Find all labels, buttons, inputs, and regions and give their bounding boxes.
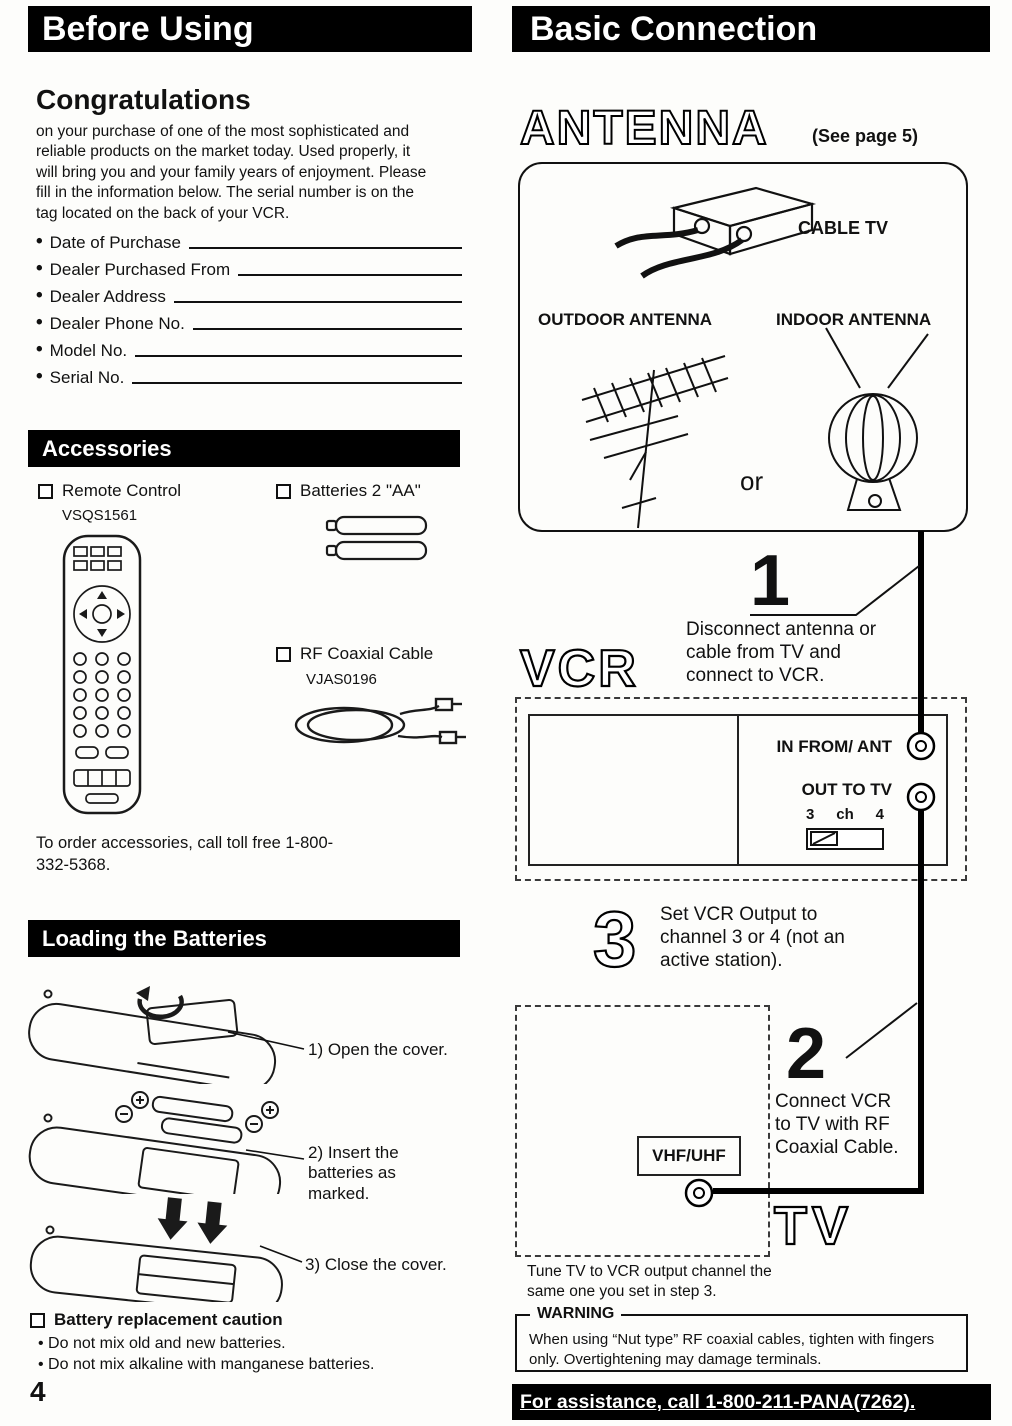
fill-row-dealer-purchased-from xyxy=(36,253,462,280)
assistance-bar: For assistance, call 1-800-211-PANA(7262). xyxy=(512,1384,991,1420)
section-header-before-using: Before Using xyxy=(28,6,472,52)
open-cover-illustration xyxy=(28,966,313,1084)
purchase-info-list xyxy=(36,226,462,388)
in-from-ant-label: IN FROM/ ANT xyxy=(776,737,892,756)
warning-text: When using “Nut type” RF coaxial cables, tighten with fingers only. Overtightening may damage terminals. xyxy=(529,1331,935,1368)
fill-label: • Dealer Purchased From xyxy=(49,260,231,279)
checkbox-icon xyxy=(30,1313,45,1328)
accessory-remote-control xyxy=(38,481,181,501)
step-2-text: Connect VCR to TV with RF Coaxial Cable. xyxy=(775,1091,899,1159)
checkbox-icon xyxy=(276,647,291,662)
accessory-batteries xyxy=(276,481,421,501)
step-3-text: Set VCR Output to channel 3 or 4 (not an active station). xyxy=(660,904,845,972)
accessory-rf-coaxial-cable xyxy=(276,644,433,664)
rf-cable-illustration xyxy=(282,694,467,756)
step-2-number: 2 xyxy=(786,1014,827,1094)
fill-in-line xyxy=(189,247,462,249)
accessories-header: Accessories xyxy=(28,430,460,467)
channel-ch-label: ch xyxy=(836,806,854,823)
fill-row-dealer-phone xyxy=(36,307,462,334)
fill-label: • Model No. xyxy=(49,341,128,360)
indoor-antenna-illustration xyxy=(798,326,950,532)
step-3-number-outline xyxy=(585,892,657,980)
section-header-basic-connection: Basic Connection xyxy=(512,6,990,52)
fill-row-dealer-address xyxy=(36,280,462,307)
caution-item-1: • Do not mix old and new batteries. xyxy=(38,1335,286,1353)
battery-caution-title-row xyxy=(30,1310,283,1330)
insert-batteries-illustration xyxy=(28,1082,323,1194)
vhf-uhf-label-box xyxy=(637,1136,741,1176)
congratulations-title: Congratulations xyxy=(36,84,251,115)
channel-3-label: 3 xyxy=(806,806,815,823)
checkbox-icon xyxy=(38,484,53,499)
loading-step-1: 1) Open the cover. xyxy=(308,1040,448,1059)
page-number: 4 xyxy=(30,1376,46,1407)
vcr-panel-divider xyxy=(737,714,739,866)
tv-outline-title xyxy=(772,1194,912,1256)
antenna-outline-title xyxy=(518,98,823,156)
caution-item-2: • Do not mix alkaline with manganese batteries. xyxy=(38,1356,374,1374)
tune-tv-note: Tune TV to VCR output channel the same one you set in step 3. xyxy=(527,1263,772,1301)
battery-caution-title: Battery replacement caution xyxy=(54,1310,283,1329)
step-1-number: 1 xyxy=(750,541,791,621)
or-label: or xyxy=(740,466,764,496)
tv-title-text: TV xyxy=(774,1196,854,1256)
vhf-uhf-label: VHF/UHF xyxy=(652,1146,726,1165)
fill-label: • Dealer Phone No. xyxy=(49,314,185,333)
tv-dashed-box xyxy=(515,1005,770,1257)
loading-batteries-header: Loading the Batteries xyxy=(28,920,460,957)
fill-label: • Date of Purchase xyxy=(49,233,182,252)
warning-title: WARNING xyxy=(530,1305,621,1323)
step-3-number: 3 xyxy=(593,895,637,980)
fill-row-serial-no xyxy=(36,361,462,388)
batteries-illustration xyxy=(322,512,437,568)
switch-knob-icon xyxy=(808,830,882,848)
remote-control-illustration xyxy=(56,532,148,817)
loading-step-3: 3) Close the cover. xyxy=(305,1255,447,1274)
step-1-text: Disconnect antenna or cable from TV and connect to VCR. xyxy=(686,619,877,687)
loading-step-2: 2) Insert the batteries as marked. xyxy=(308,1143,399,1203)
channel-4-label: 4 xyxy=(875,806,884,823)
fill-label: • Dealer Address xyxy=(49,287,166,306)
fill-in-line xyxy=(238,274,462,276)
channel-3-4-switch xyxy=(806,828,884,850)
see-page-note: (See page 5) xyxy=(812,126,919,146)
vcr-outline-title xyxy=(518,638,693,698)
channel-switch-labels xyxy=(806,806,884,823)
outdoor-antenna-label: OUTDOOR ANTENNA xyxy=(538,310,713,329)
fill-in-line xyxy=(193,328,462,330)
accessory-model-rf-cable: VJAS0196 xyxy=(306,671,377,688)
indoor-antenna-label: INDOOR ANTENNA xyxy=(776,310,932,329)
checkbox-icon xyxy=(276,484,291,499)
close-cover-illustration xyxy=(28,1190,323,1302)
congratulations-body: on your purchase of one of the most sophisticated and reliable products on the market today. Used properly, it will bring you and your family years of enjoyment. Please fill in the information below. The serial number is on the tag located on the back of your VCR. xyxy=(36,123,427,222)
order-accessories-note: To order accessories, call toll free 1-800-332-5368. xyxy=(36,834,334,875)
vcr-title-text: VCR xyxy=(520,640,639,698)
outdoor-antenna-illustration xyxy=(560,330,735,530)
accessory-label: RF Coaxial Cable xyxy=(300,644,434,663)
accessory-label: Remote Control xyxy=(62,481,182,500)
fill-label: • Serial No. xyxy=(49,368,125,387)
accessory-model-remote: VSQS1561 xyxy=(62,507,138,524)
out-to-tv-label: OUT TO TV xyxy=(801,780,892,799)
fill-in-line xyxy=(135,355,462,357)
fill-in-line xyxy=(132,382,462,384)
antenna-title-text: ANTENNA xyxy=(520,102,769,155)
accessory-label: Batteries 2 "AA" xyxy=(300,481,421,500)
cable-tv-label: CABLE TV xyxy=(798,218,888,238)
fill-in-line xyxy=(174,301,462,303)
fill-row-model-no xyxy=(36,334,462,361)
step2-pointer-line xyxy=(846,1003,917,1058)
fill-row-date-of-purchase xyxy=(36,226,462,253)
